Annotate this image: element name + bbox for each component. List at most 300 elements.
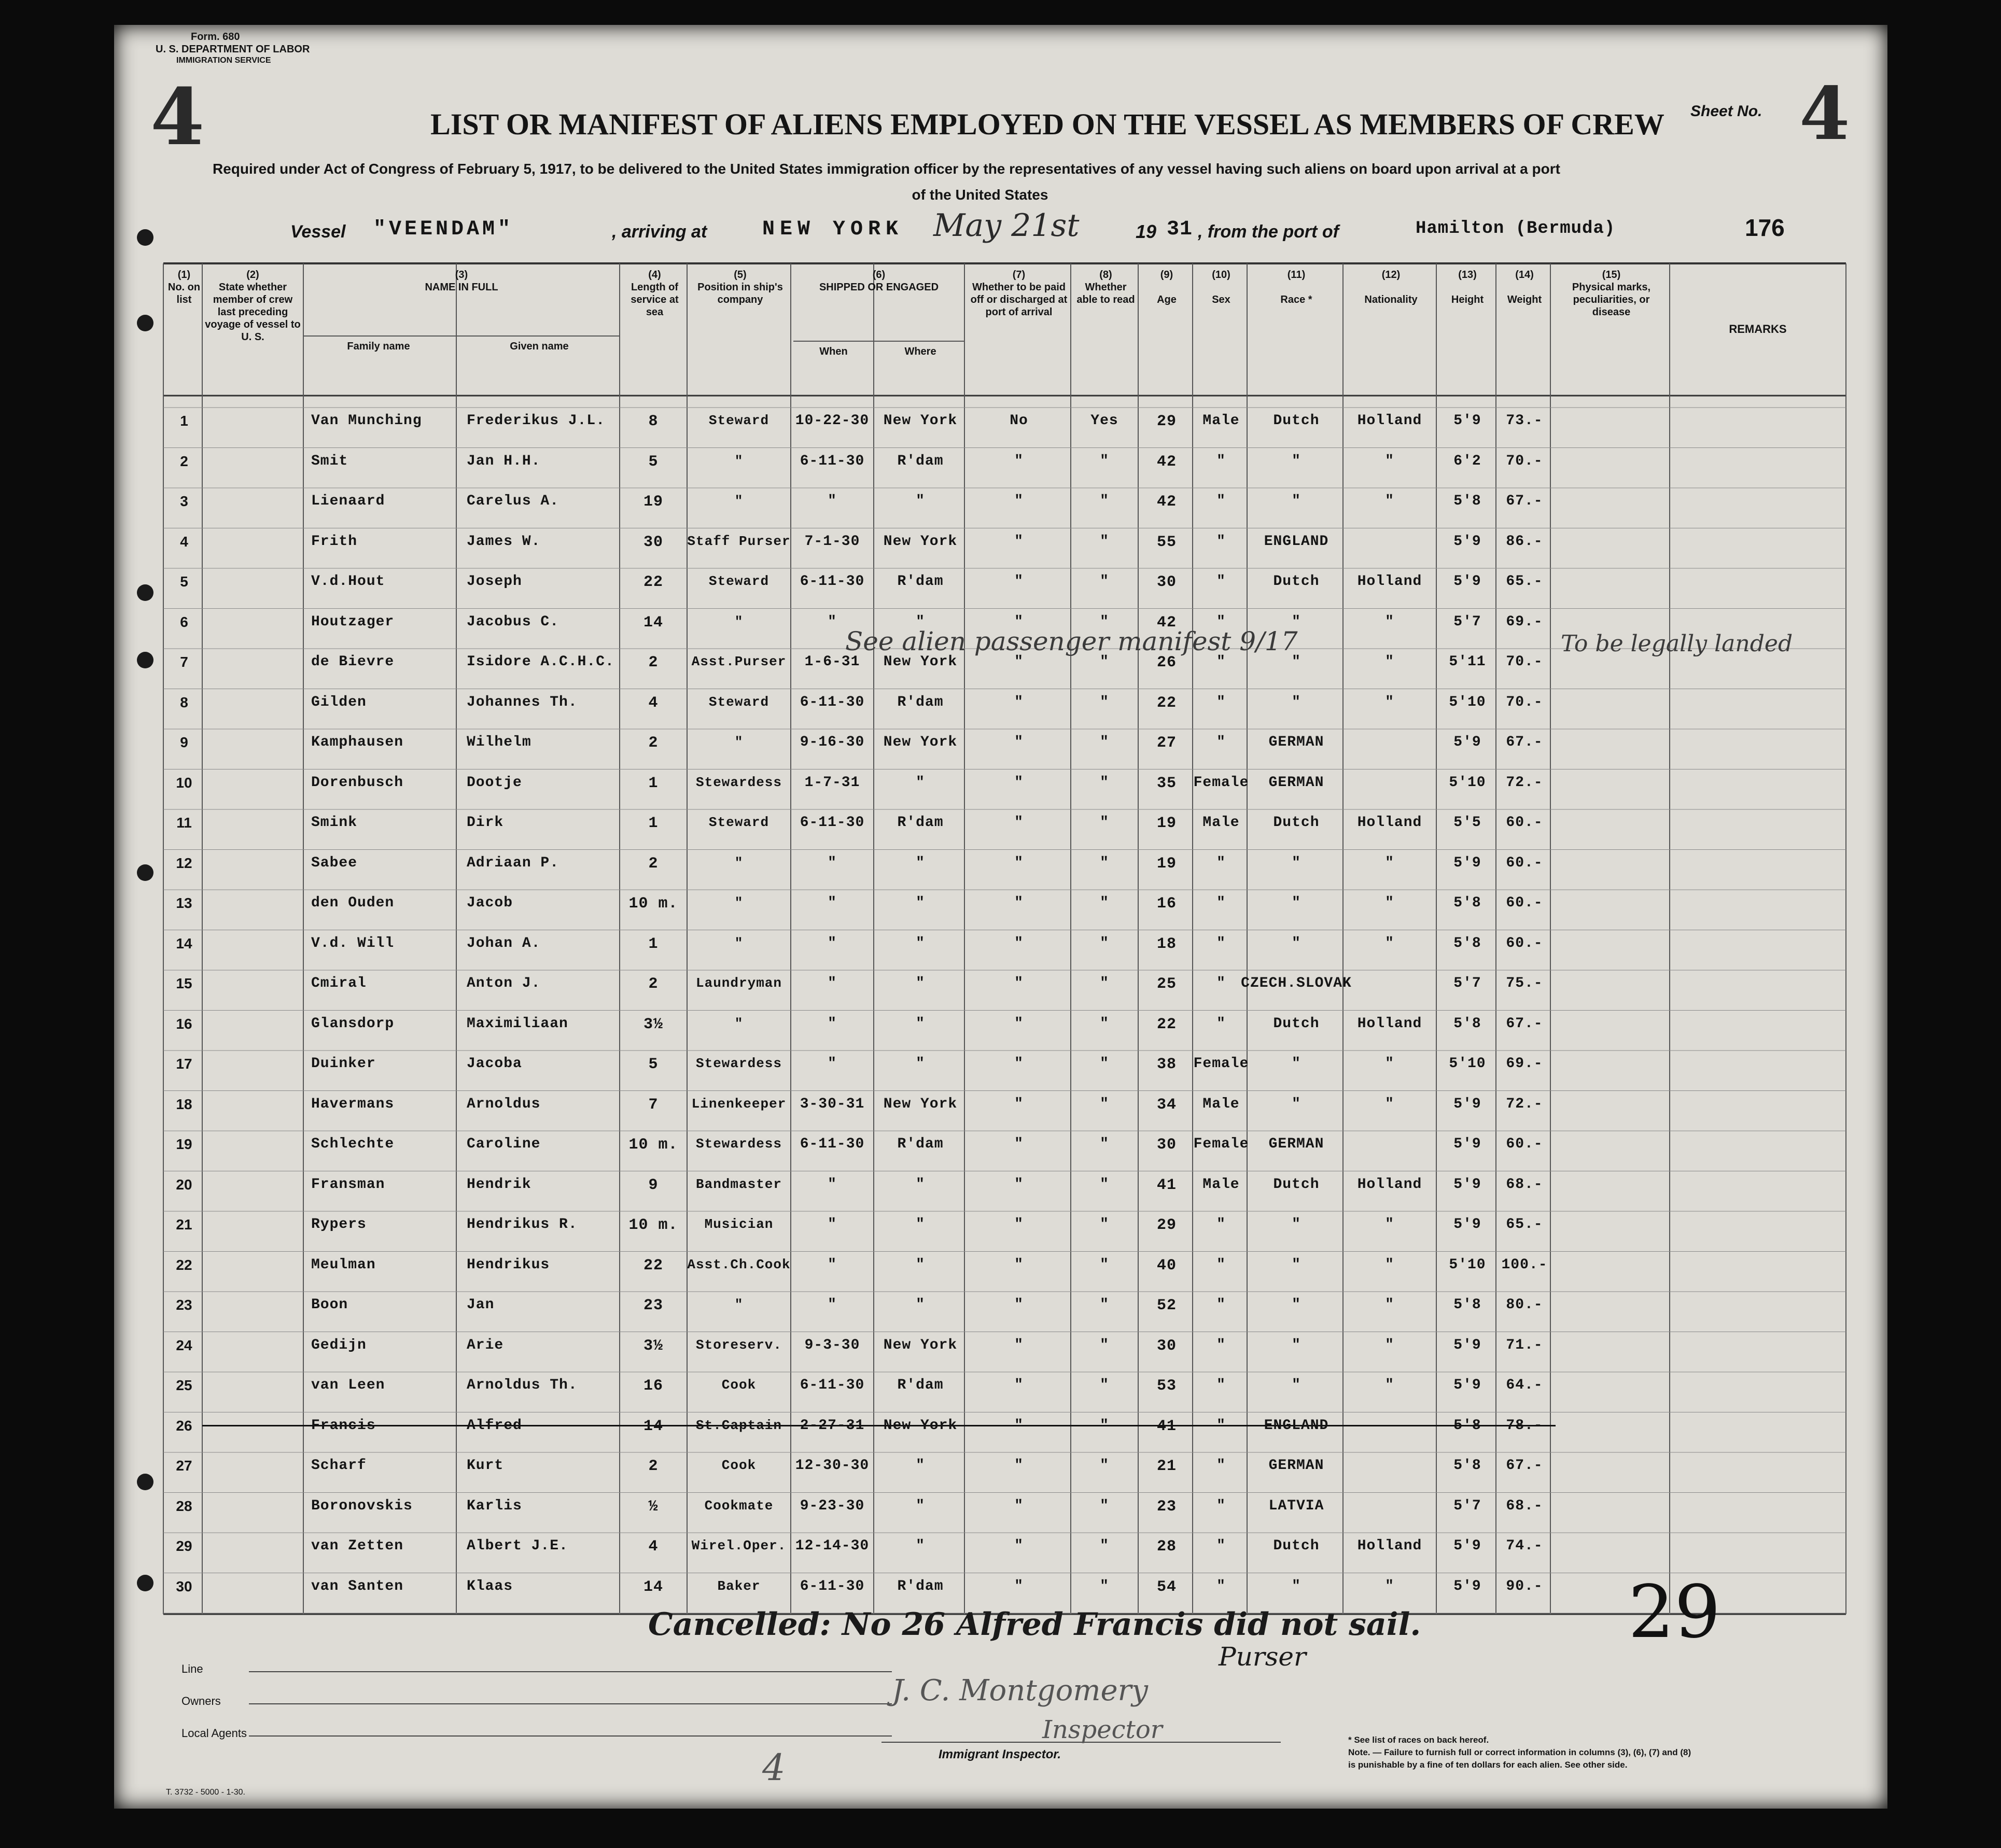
cell-row-number: 25 bbox=[176, 1377, 192, 1393]
cell-row-number: 7 bbox=[180, 654, 188, 670]
cell-family-name: Rypers bbox=[311, 1216, 367, 1233]
cell-sex: Male bbox=[1202, 1176, 1240, 1193]
cell-position: Stewardess bbox=[695, 1136, 782, 1152]
cell-family-name: van Zetten bbox=[311, 1538, 404, 1554]
cell-given-name: Dootje bbox=[467, 774, 522, 791]
col-header-position: (5) Position in ship's company bbox=[697, 269, 783, 305]
cell-paid-off: " bbox=[1014, 815, 1024, 831]
footer-line-label: Line bbox=[181, 1662, 203, 1675]
cell-age: 40 bbox=[1156, 1256, 1177, 1275]
cell-weight: 72.- bbox=[1506, 774, 1543, 791]
cell-height: 5'8 bbox=[1453, 935, 1481, 951]
col-header-physical-marks: (15) Physical marks, peculiarities, or disease bbox=[1572, 269, 1651, 318]
cell-family-name: Van Munching bbox=[311, 413, 422, 429]
cell-given-name: Maximiliaan bbox=[467, 1015, 568, 1032]
cell-weight: 68.- bbox=[1506, 1176, 1543, 1193]
cell-shipped-where: " bbox=[916, 1497, 925, 1514]
cell-position: Cook bbox=[721, 1377, 757, 1393]
cell-age: 41 bbox=[1156, 1417, 1177, 1435]
cell-height: 5'9 bbox=[1453, 1096, 1481, 1112]
cell-weight: 67.- bbox=[1506, 1458, 1543, 1474]
cell-shipped-where: " bbox=[916, 1176, 925, 1193]
cell-sex: " bbox=[1216, 654, 1226, 670]
cell-row-number: 2 bbox=[180, 453, 188, 469]
cell-able-to-read: " bbox=[1100, 935, 1109, 951]
cell-shipped-when: 9-16-30 bbox=[800, 734, 865, 750]
cell-row-number: 20 bbox=[176, 1176, 192, 1193]
cell-age: 26 bbox=[1156, 654, 1177, 671]
cell-able-to-read: " bbox=[1100, 613, 1109, 630]
cell-shipped-where: " bbox=[916, 1256, 925, 1273]
cell-race: " bbox=[1292, 1337, 1301, 1353]
cell-age: 27 bbox=[1156, 734, 1177, 752]
passenger-manifest-note: See alien passenger manifest 9/17 bbox=[845, 626, 1298, 656]
cell-row-number: 26 bbox=[176, 1417, 192, 1434]
cell-race: " bbox=[1292, 935, 1301, 951]
cell-able-to-read: " bbox=[1100, 815, 1109, 831]
cell-nationality: " bbox=[1385, 613, 1394, 630]
cell-row-number: 27 bbox=[176, 1458, 192, 1474]
cell-paid-off: " bbox=[1014, 935, 1024, 951]
cell-position: " bbox=[734, 935, 744, 951]
footer-inspector-label: Immigrant Inspector. bbox=[939, 1747, 1061, 1761]
cell-nationality: " bbox=[1385, 895, 1394, 911]
cell-shipped-where: R'dam bbox=[897, 453, 944, 469]
cell-family-name: van Leen bbox=[311, 1377, 385, 1393]
cell-position: Asst.Ch.Cook bbox=[687, 1256, 791, 1272]
col-header-where: Where bbox=[904, 346, 936, 357]
cell-age: 41 bbox=[1156, 1176, 1177, 1194]
cell-family-name: V.d. Will bbox=[311, 935, 395, 951]
cell-position: Musician bbox=[704, 1216, 774, 1232]
cell-height: 6'2 bbox=[1453, 453, 1481, 469]
cell-family-name: Kamphausen bbox=[311, 734, 404, 750]
cell-weight: 73.- bbox=[1506, 413, 1543, 429]
cell-shipped-where: " bbox=[916, 1015, 925, 1032]
cell-height: 5'8 bbox=[1453, 895, 1481, 911]
cell-shipped-where: R'dam bbox=[897, 694, 944, 710]
cell-nationality: " bbox=[1385, 1377, 1394, 1393]
cell-height: 5'7 bbox=[1453, 975, 1481, 991]
cell-able-to-read: " bbox=[1100, 1136, 1109, 1152]
cell-row-number: 10 bbox=[176, 774, 192, 791]
cell-race: " bbox=[1292, 855, 1301, 871]
cell-sex: " bbox=[1216, 1497, 1226, 1514]
cell-age: 29 bbox=[1156, 1216, 1177, 1234]
cell-weight: 65.- bbox=[1506, 573, 1543, 590]
cell-age: 18 bbox=[1156, 935, 1177, 953]
cell-given-name: Karlis bbox=[467, 1497, 522, 1514]
cell-able-to-read: " bbox=[1100, 1417, 1109, 1434]
cell-shipped-when: 12-14-30 bbox=[795, 1538, 870, 1554]
cell-shipped-where: " bbox=[916, 613, 925, 630]
cell-age: 22 bbox=[1156, 694, 1177, 712]
cell-position: " bbox=[734, 613, 744, 629]
cell-family-name: Frith bbox=[311, 533, 358, 550]
manifest-title: LIST OR MANIFEST OF ALIENS EMPLOYED ON THE VESSEL AS MEMBERS OF CREW bbox=[430, 107, 1664, 141]
cell-able-to-read: " bbox=[1100, 895, 1109, 911]
cell-given-name: Jacob bbox=[467, 895, 513, 911]
form-number: Form. 680 bbox=[191, 31, 240, 43]
cell-family-name: Cmiral bbox=[311, 975, 367, 991]
cell-shipped-where: New York bbox=[883, 1417, 958, 1434]
cell-age: 29 bbox=[1156, 413, 1177, 430]
cell-sex: " bbox=[1216, 975, 1226, 991]
col-header-given-name: Given name bbox=[510, 341, 569, 352]
cell-race: CZECH.SLOVAK bbox=[1241, 975, 1352, 991]
inspector-signature-title: Inspector bbox=[1042, 1715, 1163, 1744]
cell-paid-off: " bbox=[1014, 1136, 1024, 1152]
cell-service-length: 1 bbox=[648, 935, 659, 953]
cell-able-to-read: " bbox=[1100, 573, 1109, 590]
cell-weight: 65.- bbox=[1506, 1216, 1543, 1233]
cell-height: 5'8 bbox=[1453, 1417, 1481, 1434]
cell-nationality: " bbox=[1385, 1256, 1394, 1273]
cell-race: " bbox=[1292, 453, 1301, 469]
cell-given-name: Adriaan P. bbox=[467, 855, 559, 871]
cell-service-length: 2 bbox=[648, 734, 659, 752]
cell-row-number: 22 bbox=[176, 1256, 192, 1273]
col-header-height: (13) Height bbox=[1451, 269, 1484, 305]
footer-owners-label: Owners bbox=[181, 1695, 221, 1707]
footer-note-fine: is punishable by a fine of ten dollars for each alien. See other side. bbox=[1348, 1760, 1628, 1770]
cell-able-to-read: Yes bbox=[1090, 413, 1118, 429]
cell-given-name: Dirk bbox=[467, 815, 504, 831]
cell-shipped-when: 9-23-30 bbox=[800, 1497, 865, 1514]
punch-hole bbox=[137, 315, 153, 331]
col-header-service: (4) Length of service at sea bbox=[631, 269, 679, 318]
cell-race: GERMAN bbox=[1268, 1458, 1324, 1474]
cell-nationality: Holland bbox=[1357, 1176, 1422, 1193]
cell-row-number: 23 bbox=[176, 1297, 192, 1313]
cell-able-to-read: " bbox=[1100, 855, 1109, 871]
cell-shipped-when: " bbox=[828, 1056, 837, 1072]
cell-able-to-read: " bbox=[1100, 1056, 1109, 1072]
cell-given-name: Alfred bbox=[467, 1417, 522, 1434]
cell-able-to-read: " bbox=[1100, 1538, 1109, 1554]
cell-weight: 64.- bbox=[1506, 1377, 1543, 1393]
cell-paid-off: " bbox=[1014, 1417, 1024, 1434]
cell-given-name: Isidore A.C.H.C. bbox=[467, 654, 614, 670]
cell-given-name: Jacoba bbox=[467, 1056, 522, 1072]
cell-given-name: Johan A. bbox=[467, 935, 541, 951]
cell-shipped-where: R'dam bbox=[897, 1377, 944, 1393]
cell-family-name: Lienaard bbox=[311, 493, 385, 509]
cell-height: 5'8 bbox=[1453, 1458, 1481, 1474]
cell-race: " bbox=[1292, 895, 1301, 911]
cell-given-name: Jan H.H. bbox=[467, 453, 541, 469]
cell-sex: Male bbox=[1202, 1096, 1240, 1112]
cell-weight: 69.- bbox=[1506, 613, 1543, 630]
cell-row-number: 29 bbox=[176, 1538, 192, 1554]
cell-service-length: 14 bbox=[643, 613, 664, 632]
cell-paid-off: " bbox=[1014, 1497, 1024, 1514]
cell-weight: 70.- bbox=[1506, 694, 1543, 710]
cell-height: 5'8 bbox=[1453, 493, 1481, 509]
cell-shipped-when: " bbox=[828, 855, 837, 871]
arrival-port: NEW YORK bbox=[762, 218, 904, 241]
col-header-age: (9) Age bbox=[1157, 269, 1177, 305]
cell-height: 5'10 bbox=[1449, 1056, 1486, 1072]
arriving-label: , arriving at bbox=[612, 222, 707, 242]
cell-sex: " bbox=[1216, 493, 1226, 509]
cell-family-name: Glansdorp bbox=[311, 1015, 395, 1032]
cell-sex: " bbox=[1216, 1337, 1226, 1353]
cell-row-number: 13 bbox=[176, 895, 192, 911]
cell-race: " bbox=[1292, 1056, 1301, 1072]
cell-position: Laundryman bbox=[695, 975, 782, 991]
cell-given-name: Frederikus J.L. bbox=[467, 413, 606, 429]
cell-family-name: Duinker bbox=[311, 1056, 376, 1072]
cell-nationality: " bbox=[1385, 855, 1394, 871]
cell-family-name: Gilden bbox=[311, 694, 367, 710]
cell-service-length: 30 bbox=[643, 533, 664, 551]
sheet-number: 4 bbox=[1799, 72, 1850, 157]
cell-row-number: 8 bbox=[180, 694, 188, 710]
cell-service-length: 5 bbox=[648, 1056, 659, 1073]
cell-shipped-where: " bbox=[916, 895, 925, 911]
cell-height: 5'10 bbox=[1449, 1256, 1486, 1273]
cell-race: " bbox=[1292, 1256, 1301, 1273]
cell-able-to-read: " bbox=[1100, 734, 1109, 750]
cell-service-length: 4 bbox=[648, 1538, 659, 1556]
cell-race: Dutch bbox=[1273, 413, 1320, 429]
cell-shipped-when: " bbox=[828, 613, 837, 630]
cell-shipped-where: " bbox=[916, 1297, 925, 1313]
cell-sex: " bbox=[1216, 453, 1226, 469]
cell-height: 5'8 bbox=[1453, 1015, 1481, 1032]
cell-paid-off: " bbox=[1014, 694, 1024, 710]
cell-row-number: 1 bbox=[180, 413, 188, 429]
cell-position: Stewardess bbox=[695, 1056, 782, 1071]
cell-paid-off: " bbox=[1014, 1337, 1024, 1353]
cell-shipped-when: 12-30-30 bbox=[795, 1458, 870, 1474]
cell-age: 42 bbox=[1156, 613, 1177, 632]
cell-age: 30 bbox=[1156, 1337, 1177, 1355]
cell-position: " bbox=[734, 1015, 744, 1031]
cell-nationality: " bbox=[1385, 453, 1394, 469]
cell-shipped-where: New York bbox=[883, 734, 958, 750]
cell-paid-off: " bbox=[1014, 1256, 1024, 1273]
cell-paid-off: " bbox=[1014, 1458, 1024, 1474]
cell-given-name: Anton J. bbox=[467, 975, 541, 991]
cell-height: 5'9 bbox=[1453, 1176, 1481, 1193]
cell-position: " bbox=[734, 453, 744, 469]
cell-given-name: Kurt bbox=[467, 1458, 504, 1474]
punch-hole bbox=[137, 1575, 153, 1591]
cell-given-name: Jan bbox=[467, 1297, 495, 1313]
cell-paid-off: " bbox=[1014, 895, 1024, 911]
cell-paid-off: " bbox=[1014, 1297, 1024, 1313]
cell-weight: 67.- bbox=[1506, 493, 1543, 509]
cell-position: " bbox=[734, 895, 744, 911]
cell-shipped-when: 3-30-31 bbox=[800, 1096, 865, 1112]
cell-service-length: 1 bbox=[648, 774, 659, 792]
cell-given-name: Johannes Th. bbox=[467, 694, 578, 710]
cell-shipped-where: " bbox=[916, 493, 925, 509]
cell-row-number: 6 bbox=[180, 613, 188, 630]
cell-family-name: Sabee bbox=[311, 855, 358, 871]
cell-paid-off: " bbox=[1014, 654, 1024, 670]
footer-note-races: * See list of races on back hereof. bbox=[1348, 1735, 1489, 1745]
cell-family-name: V.d.Hout bbox=[311, 573, 385, 590]
cell-sex: " bbox=[1216, 1015, 1226, 1032]
cell-weight: 71.- bbox=[1506, 1337, 1543, 1353]
cell-paid-off: " bbox=[1014, 1015, 1024, 1032]
cell-race: " bbox=[1292, 654, 1301, 670]
col-header-when: When bbox=[819, 346, 848, 357]
cell-race: ENGLAND bbox=[1264, 533, 1329, 550]
cell-family-name: Fransman bbox=[311, 1176, 385, 1193]
cell-sex: Male bbox=[1202, 413, 1240, 429]
cell-height: 5'8 bbox=[1453, 1297, 1481, 1313]
cell-service-length: 2 bbox=[648, 654, 659, 671]
cell-nationality: " bbox=[1385, 1096, 1394, 1112]
cell-position: " bbox=[734, 1297, 744, 1312]
cell-able-to-read: " bbox=[1100, 453, 1109, 469]
cell-race: " bbox=[1292, 1377, 1301, 1393]
cell-family-name: Gedijn bbox=[311, 1337, 367, 1353]
cell-paid-off: " bbox=[1014, 493, 1024, 509]
cell-height: 5'9 bbox=[1453, 1538, 1481, 1554]
cell-given-name: Hendrikus R. bbox=[467, 1216, 578, 1233]
cell-shipped-when: 6-11-30 bbox=[800, 573, 865, 590]
cell-row-number: 11 bbox=[176, 815, 192, 831]
cell-age: 38 bbox=[1156, 1056, 1177, 1073]
cell-row-number: 24 bbox=[176, 1337, 192, 1353]
cell-position: Steward bbox=[708, 413, 769, 428]
departure-port: Hamilton (Bermuda) bbox=[1416, 219, 1616, 239]
cell-able-to-read: " bbox=[1100, 975, 1109, 991]
cell-paid-off: " bbox=[1014, 1056, 1024, 1072]
cell-family-name: Meulman bbox=[311, 1256, 376, 1273]
cell-paid-off: " bbox=[1014, 774, 1024, 791]
col-header-name: (3) NAME IN FULL bbox=[425, 269, 498, 293]
cell-family-name: Francis bbox=[311, 1417, 376, 1434]
cell-service-length: 2 bbox=[648, 855, 659, 873]
cell-paid-off: " bbox=[1014, 1578, 1024, 1594]
cell-service-length: 22 bbox=[643, 573, 664, 591]
col-header-no: (1) No. on list bbox=[167, 269, 201, 305]
cell-shipped-where: New York bbox=[883, 413, 958, 429]
cell-weight: 69.- bbox=[1506, 1056, 1543, 1072]
footer-print-code: T. 3732 - 5000 - 1-30. bbox=[166, 1788, 245, 1797]
cell-height: 5'7 bbox=[1453, 1497, 1481, 1514]
corner-number: 4 bbox=[150, 72, 205, 163]
cell-weight: 80.- bbox=[1506, 1297, 1543, 1313]
cell-shipped-when: 6-11-30 bbox=[800, 1136, 865, 1152]
year-suffix: 31 bbox=[1167, 218, 1193, 241]
cell-shipped-when: 1-7-31 bbox=[804, 774, 860, 791]
cell-shipped-when: " bbox=[828, 1297, 837, 1313]
cell-weight: 67.- bbox=[1506, 1015, 1543, 1032]
cell-given-name: Jacobus C. bbox=[467, 613, 559, 630]
cell-paid-off: " bbox=[1014, 1377, 1024, 1393]
cell-shipped-where: " bbox=[916, 935, 925, 951]
cell-sex: " bbox=[1216, 1377, 1226, 1393]
cell-paid-off: " bbox=[1014, 573, 1024, 590]
cell-age: 55 bbox=[1156, 533, 1177, 551]
cell-position: " bbox=[734, 855, 744, 871]
cell-family-name: de Bievre bbox=[311, 654, 395, 670]
cell-row-number: 19 bbox=[176, 1136, 192, 1152]
cell-position: Bandmaster bbox=[695, 1176, 782, 1192]
cell-age: 23 bbox=[1156, 1497, 1177, 1516]
cell-sex: " bbox=[1216, 613, 1226, 630]
cell-shipped-where: " bbox=[916, 1216, 925, 1233]
cell-race: " bbox=[1292, 1216, 1301, 1233]
cell-height: 5'9 bbox=[1453, 734, 1481, 750]
cell-height: 5'10 bbox=[1449, 694, 1486, 710]
cell-able-to-read: " bbox=[1100, 1377, 1109, 1393]
col-header-weight: (14) Weight bbox=[1507, 269, 1542, 305]
cell-service-length: 2 bbox=[648, 1458, 659, 1475]
purser-signature: Purser bbox=[1219, 1642, 1306, 1672]
cell-weight: 72.- bbox=[1506, 1096, 1543, 1112]
cell-race: Dutch bbox=[1273, 573, 1320, 590]
col-header-remarks: REMARKS bbox=[1729, 323, 1787, 335]
cell-position: Asst.Purser bbox=[691, 654, 787, 669]
cell-height: 5'10 bbox=[1449, 774, 1486, 791]
cell-row-number: 16 bbox=[176, 1015, 192, 1032]
cell-able-to-read: " bbox=[1100, 1216, 1109, 1233]
cell-paid-off: " bbox=[1014, 855, 1024, 871]
cell-service-length: 23 bbox=[643, 1297, 664, 1314]
bottom-mark: 4 bbox=[762, 1746, 786, 1789]
cell-sex: " bbox=[1216, 573, 1226, 590]
cell-family-name: Houtzager bbox=[311, 613, 395, 630]
cell-family-name: den Ouden bbox=[311, 895, 395, 911]
cell-sex: " bbox=[1216, 1538, 1226, 1554]
punch-hole bbox=[137, 229, 153, 246]
cell-service-length: 19 bbox=[643, 493, 664, 511]
cell-shipped-where: " bbox=[916, 975, 925, 991]
punch-hole bbox=[137, 584, 153, 601]
cell-row-number: 9 bbox=[180, 734, 188, 750]
cell-age: 25 bbox=[1156, 975, 1177, 993]
cell-service-length: 14 bbox=[643, 1578, 664, 1596]
cell-service-length: 5 bbox=[648, 453, 659, 471]
cell-sex: " bbox=[1216, 734, 1226, 750]
cell-given-name: Arie bbox=[467, 1337, 504, 1353]
col-header-read: (8) Whether able to read bbox=[1076, 269, 1135, 305]
cell-nationality: Holland bbox=[1357, 1015, 1422, 1032]
cell-sex: " bbox=[1216, 1458, 1226, 1474]
cell-able-to-read: " bbox=[1100, 493, 1109, 509]
cell-row-number: 21 bbox=[176, 1216, 192, 1233]
cell-weight: 70.- bbox=[1506, 453, 1543, 469]
cell-position: Staff Purser bbox=[687, 533, 791, 549]
year-prefix: 19 bbox=[1136, 221, 1157, 242]
cell-race: " bbox=[1292, 1578, 1301, 1594]
cell-row-number: 15 bbox=[176, 975, 192, 991]
col-header-sex: (10) Sex bbox=[1212, 269, 1230, 305]
cell-race: GERMAN bbox=[1268, 734, 1324, 750]
cell-family-name: Scharf bbox=[311, 1458, 367, 1474]
cell-row-number: 12 bbox=[176, 855, 192, 871]
cell-nationality: " bbox=[1385, 1337, 1394, 1353]
manifest-subtitle: Required under Act of Congress of February 5, 1917, to be delivered to the United States immigration officer by the representatives of any vessel having such aliens on board upon arrival at a port bbox=[213, 161, 1560, 177]
cell-weight: 75.- bbox=[1506, 975, 1543, 991]
cell-weight: 68.- bbox=[1506, 1497, 1543, 1514]
cell-sex: " bbox=[1216, 1578, 1226, 1594]
cell-service-length: 16 bbox=[643, 1377, 664, 1395]
cell-age: 34 bbox=[1156, 1096, 1177, 1114]
cell-age: 21 bbox=[1156, 1458, 1177, 1475]
cell-nationality: Holland bbox=[1357, 413, 1422, 429]
cell-service-length: 8 bbox=[648, 413, 659, 430]
cell-service-length: 10 m. bbox=[628, 1136, 678, 1154]
